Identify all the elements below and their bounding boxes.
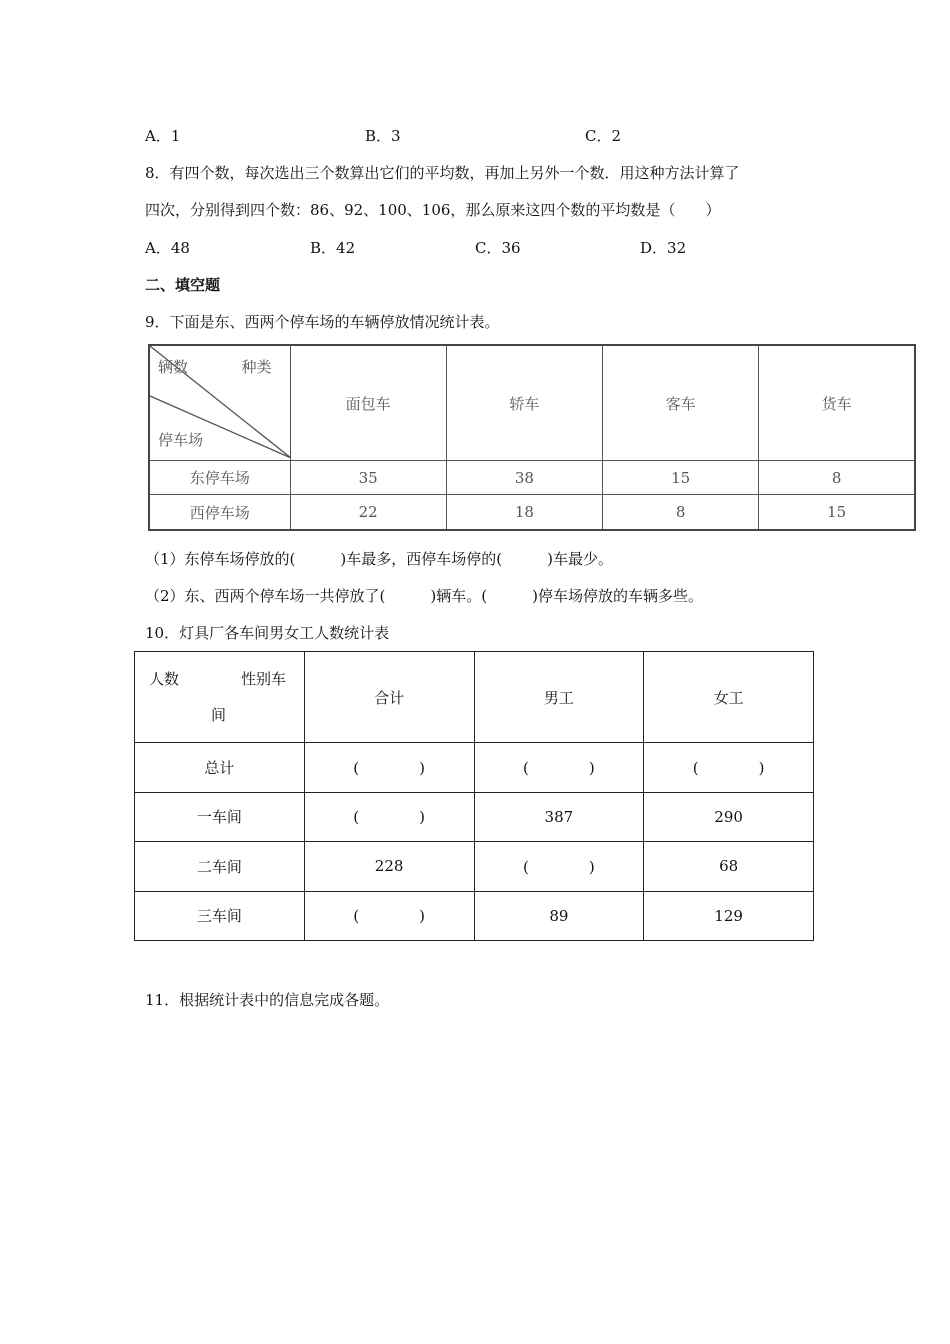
table-cell: 290 <box>644 792 814 842</box>
table-cell: ( ) <box>304 743 474 793</box>
row-header: 三车间 <box>135 891 305 941</box>
q7-option-a: A．1 <box>145 127 181 145</box>
table-cell: ( ) <box>644 743 814 793</box>
table-cell: ( ) <box>304 792 474 842</box>
row-header: 总计 <box>135 743 305 793</box>
section-title: 二、填空题 <box>145 276 221 294</box>
table-row <box>135 743 814 793</box>
parking-table <box>148 344 916 531</box>
q8-line-1: 8．有四个数，每次选出三个数算出它们的平均数，再加上另外一个数．用这种方法计算了 <box>145 164 740 182</box>
row-header: 西停车场 <box>149 495 290 530</box>
workshop-table <box>134 651 814 941</box>
table-row <box>135 891 814 941</box>
table-cell: 129 <box>644 891 814 941</box>
row-header: 二车间 <box>135 842 305 892</box>
table-row <box>135 842 814 892</box>
q8-option-b: B．42 <box>310 239 356 257</box>
corner-label-workshop: 间 <box>211 706 227 724</box>
q8-line-2: 四次，分别得到四个数：86、92、100、106，那么原来这四个数的平均数是（ ） <box>145 201 721 219</box>
table-row <box>149 461 915 495</box>
table-cell: 38 <box>446 461 602 495</box>
corner-label-gender: 性别车 <box>241 670 287 688</box>
table-cell: 8 <box>759 461 915 495</box>
table-cell: 68 <box>644 842 814 892</box>
table-cell: ( ) <box>304 891 474 941</box>
row-header: 东停车场 <box>149 461 290 495</box>
table-row <box>135 792 814 842</box>
table-cell: 35 <box>290 461 446 495</box>
column-header: 货车 <box>759 345 915 461</box>
column-header: 合计 <box>304 652 474 743</box>
q9-intro: 9．下面是东、西两个停车场的车辆停放情况统计表。 <box>145 313 500 331</box>
table-cell: ( ) <box>474 743 644 793</box>
q9-sub-1: （1）东停车场停放的( )车最多，西停车场停的( )车最少。 <box>145 550 613 568</box>
q7-option-b: B．3 <box>365 127 401 145</box>
q8-option-d: D．32 <box>640 239 687 257</box>
table-cell: 387 <box>474 792 644 842</box>
corner-label-count: 辆数 <box>158 358 189 376</box>
table-cell: 15 <box>759 495 915 530</box>
column-header: 女工 <box>644 652 814 743</box>
row-header: 一车间 <box>135 792 305 842</box>
table-cell: 89 <box>474 891 644 941</box>
q8-option-c: C．36 <box>475 239 521 257</box>
corner-label-people: 人数 <box>149 670 180 688</box>
corner-label-type: 种类 <box>241 358 272 376</box>
q7-option-c: C．2 <box>585 127 622 145</box>
table-cell: 8 <box>603 495 759 530</box>
corner-label-lot: 停车场 <box>158 431 204 449</box>
table-cell: 15 <box>603 461 759 495</box>
column-header: 面包车 <box>290 345 446 461</box>
table-cell: 18 <box>446 495 602 530</box>
column-header: 客车 <box>603 345 759 461</box>
column-header: 轿车 <box>446 345 602 461</box>
q10-title: 10．灯具厂各车间男女工人数统计表 <box>145 624 390 642</box>
q8-option-a: A．48 <box>145 239 190 257</box>
table-cell: 228 <box>304 842 474 892</box>
column-header: 男工 <box>474 652 644 743</box>
q9-sub-2: （2）东、西两个停车场一共停放了( )辆车。( )停车场停放的车辆多些。 <box>145 587 703 605</box>
corner-header-cell <box>135 652 305 743</box>
diagonal-header-cell <box>149 345 290 461</box>
table-row <box>149 495 915 530</box>
q11-text: 11．根据统计表中的信息完成各题。 <box>145 991 390 1009</box>
table-cell: ( ) <box>474 842 644 892</box>
table-cell: 22 <box>290 495 446 530</box>
